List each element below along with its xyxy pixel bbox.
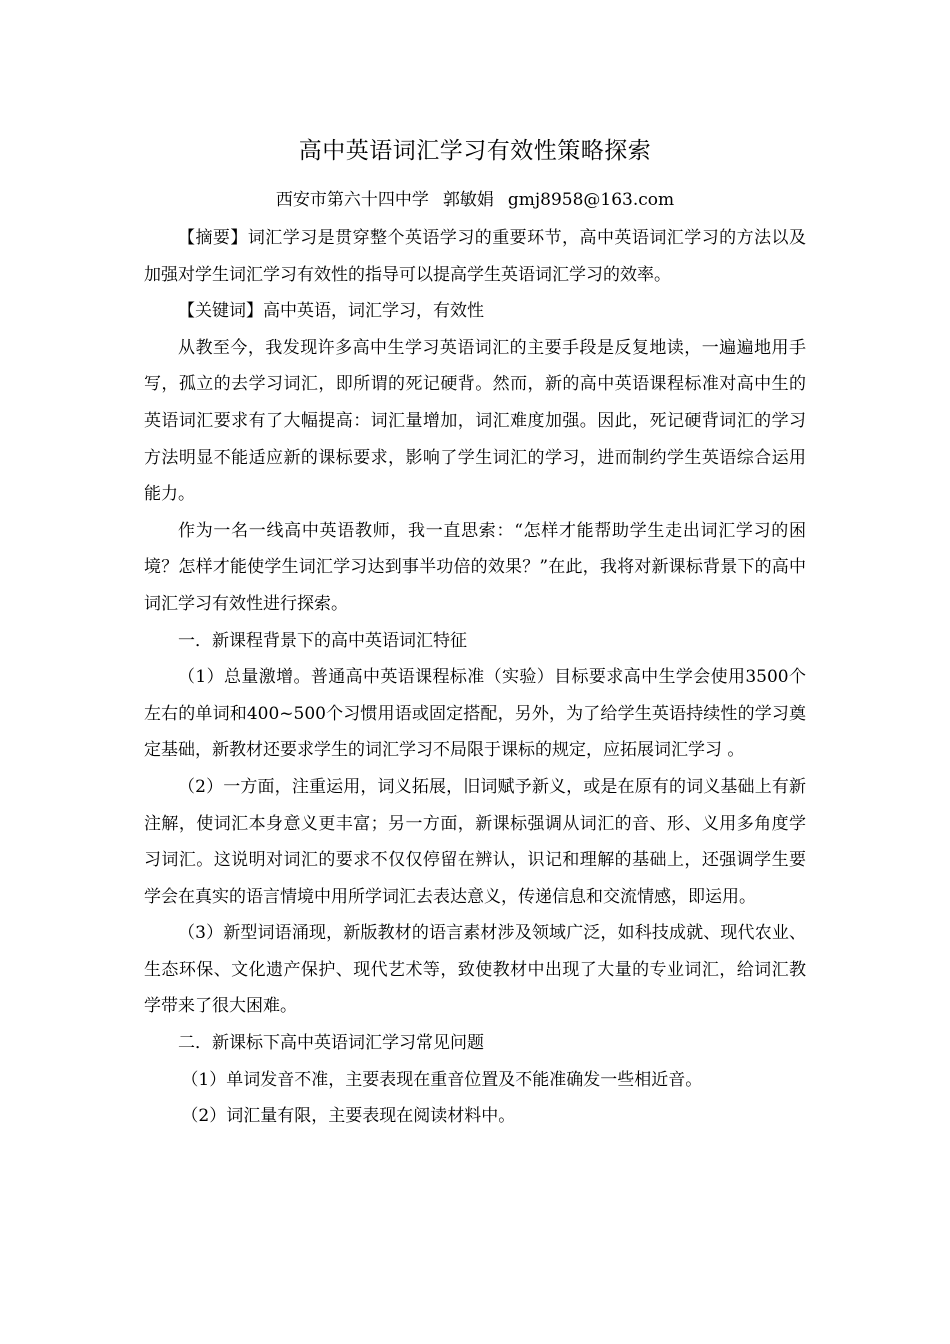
section-heading: 二．新课标下高中英语词汇学习常见问题 [178, 1033, 484, 1054]
section-item: （3）新型词语涌现，新版教材的语言素材涉及领域广泛，如科技成就、现代农业、生态环保、文化遗产保护、现代艺术等，致使教材中出现了大量的专业词汇，给词汇教学带来了很大困难。 [144, 923, 806, 1017]
section-item: （2）一方面，注重运用，词义拓展，旧词赋予新义，或是在原有的词义基础上有新注解，使词汇本身意义更丰富；另一方面，新课标强调从词汇的音、形、义用多角度学习词汇。这说明对词汇的要求不仅仅停留在辨认，识记和理解的基础上，还强调学生要学会在真实的语言情境中用所学词汇去表达意义，传递信息和交流情感，即运用。 [144, 776, 806, 907]
author-line [0, 186, 950, 214]
author-name: 郭敏娟 [442, 190, 494, 210]
keywords-paragraph: 【关键词】高中英语，词汇学习，有效性 [178, 301, 484, 322]
author-school: 西安市第六十四中学 [275, 190, 429, 210]
section-item: （2）词汇量有限，主要表现在阅读材料中。 [181, 1106, 516, 1127]
abstract-paragraph: 【摘要】词汇学习是贯穿整个英语学习的重要环节，高中英语词汇学习的方法以及加强对学生词汇学习有效性的指导可以提高学生英语词汇学习的效率。 [144, 228, 806, 285]
document-body [144, 220, 806, 1135]
document-title: 高中英语词汇学习有效性策略探索 [298, 138, 652, 164]
section-item: （1）单词发音不准，主要表现在重音位置及不能准确发一些相近音。 [181, 1069, 703, 1090]
section-heading: 一．新课程背景下的高中英语词汇特征 [178, 630, 467, 651]
author-email: gmj8958@163.com [507, 190, 675, 210]
body-paragraph: 作为一名一线高中英语教师，我一直思索：“怎样才能帮助学生走出词汇学习的困境？怎样才能使学生词汇学习达到事半功倍的效果？”在此，我将对新课标背景下的高中词汇学习有效性进行探索。 [144, 520, 806, 614]
section-item: （1）总量激增。普通高中英语课程标准（实验）目标要求高中生学会使用3500个左右的单词和400~500个习惯用语或固定搭配，另外，为了给学生英语持续性的学习奠定基础，新教材还要求学生的词汇学习不局限于课标的规定，应拓展词汇学习 。 [144, 667, 806, 761]
body-paragraph: 从教至今，我发现许多高中生学习英语词汇的主要手段是反复地读，一遍遍地用手写，孤立的去学习词汇，即所谓的死记硬背。然而，新的高中英语课程标准对高中生的英语词汇要求有了大幅提高：词汇量增加，词汇难度加强。因此，死记硬背词汇的学习方法明显不能适应新的课标要求，影响了学生词汇的学习，进而制约学生英语综合运用能力。 [144, 337, 806, 505]
